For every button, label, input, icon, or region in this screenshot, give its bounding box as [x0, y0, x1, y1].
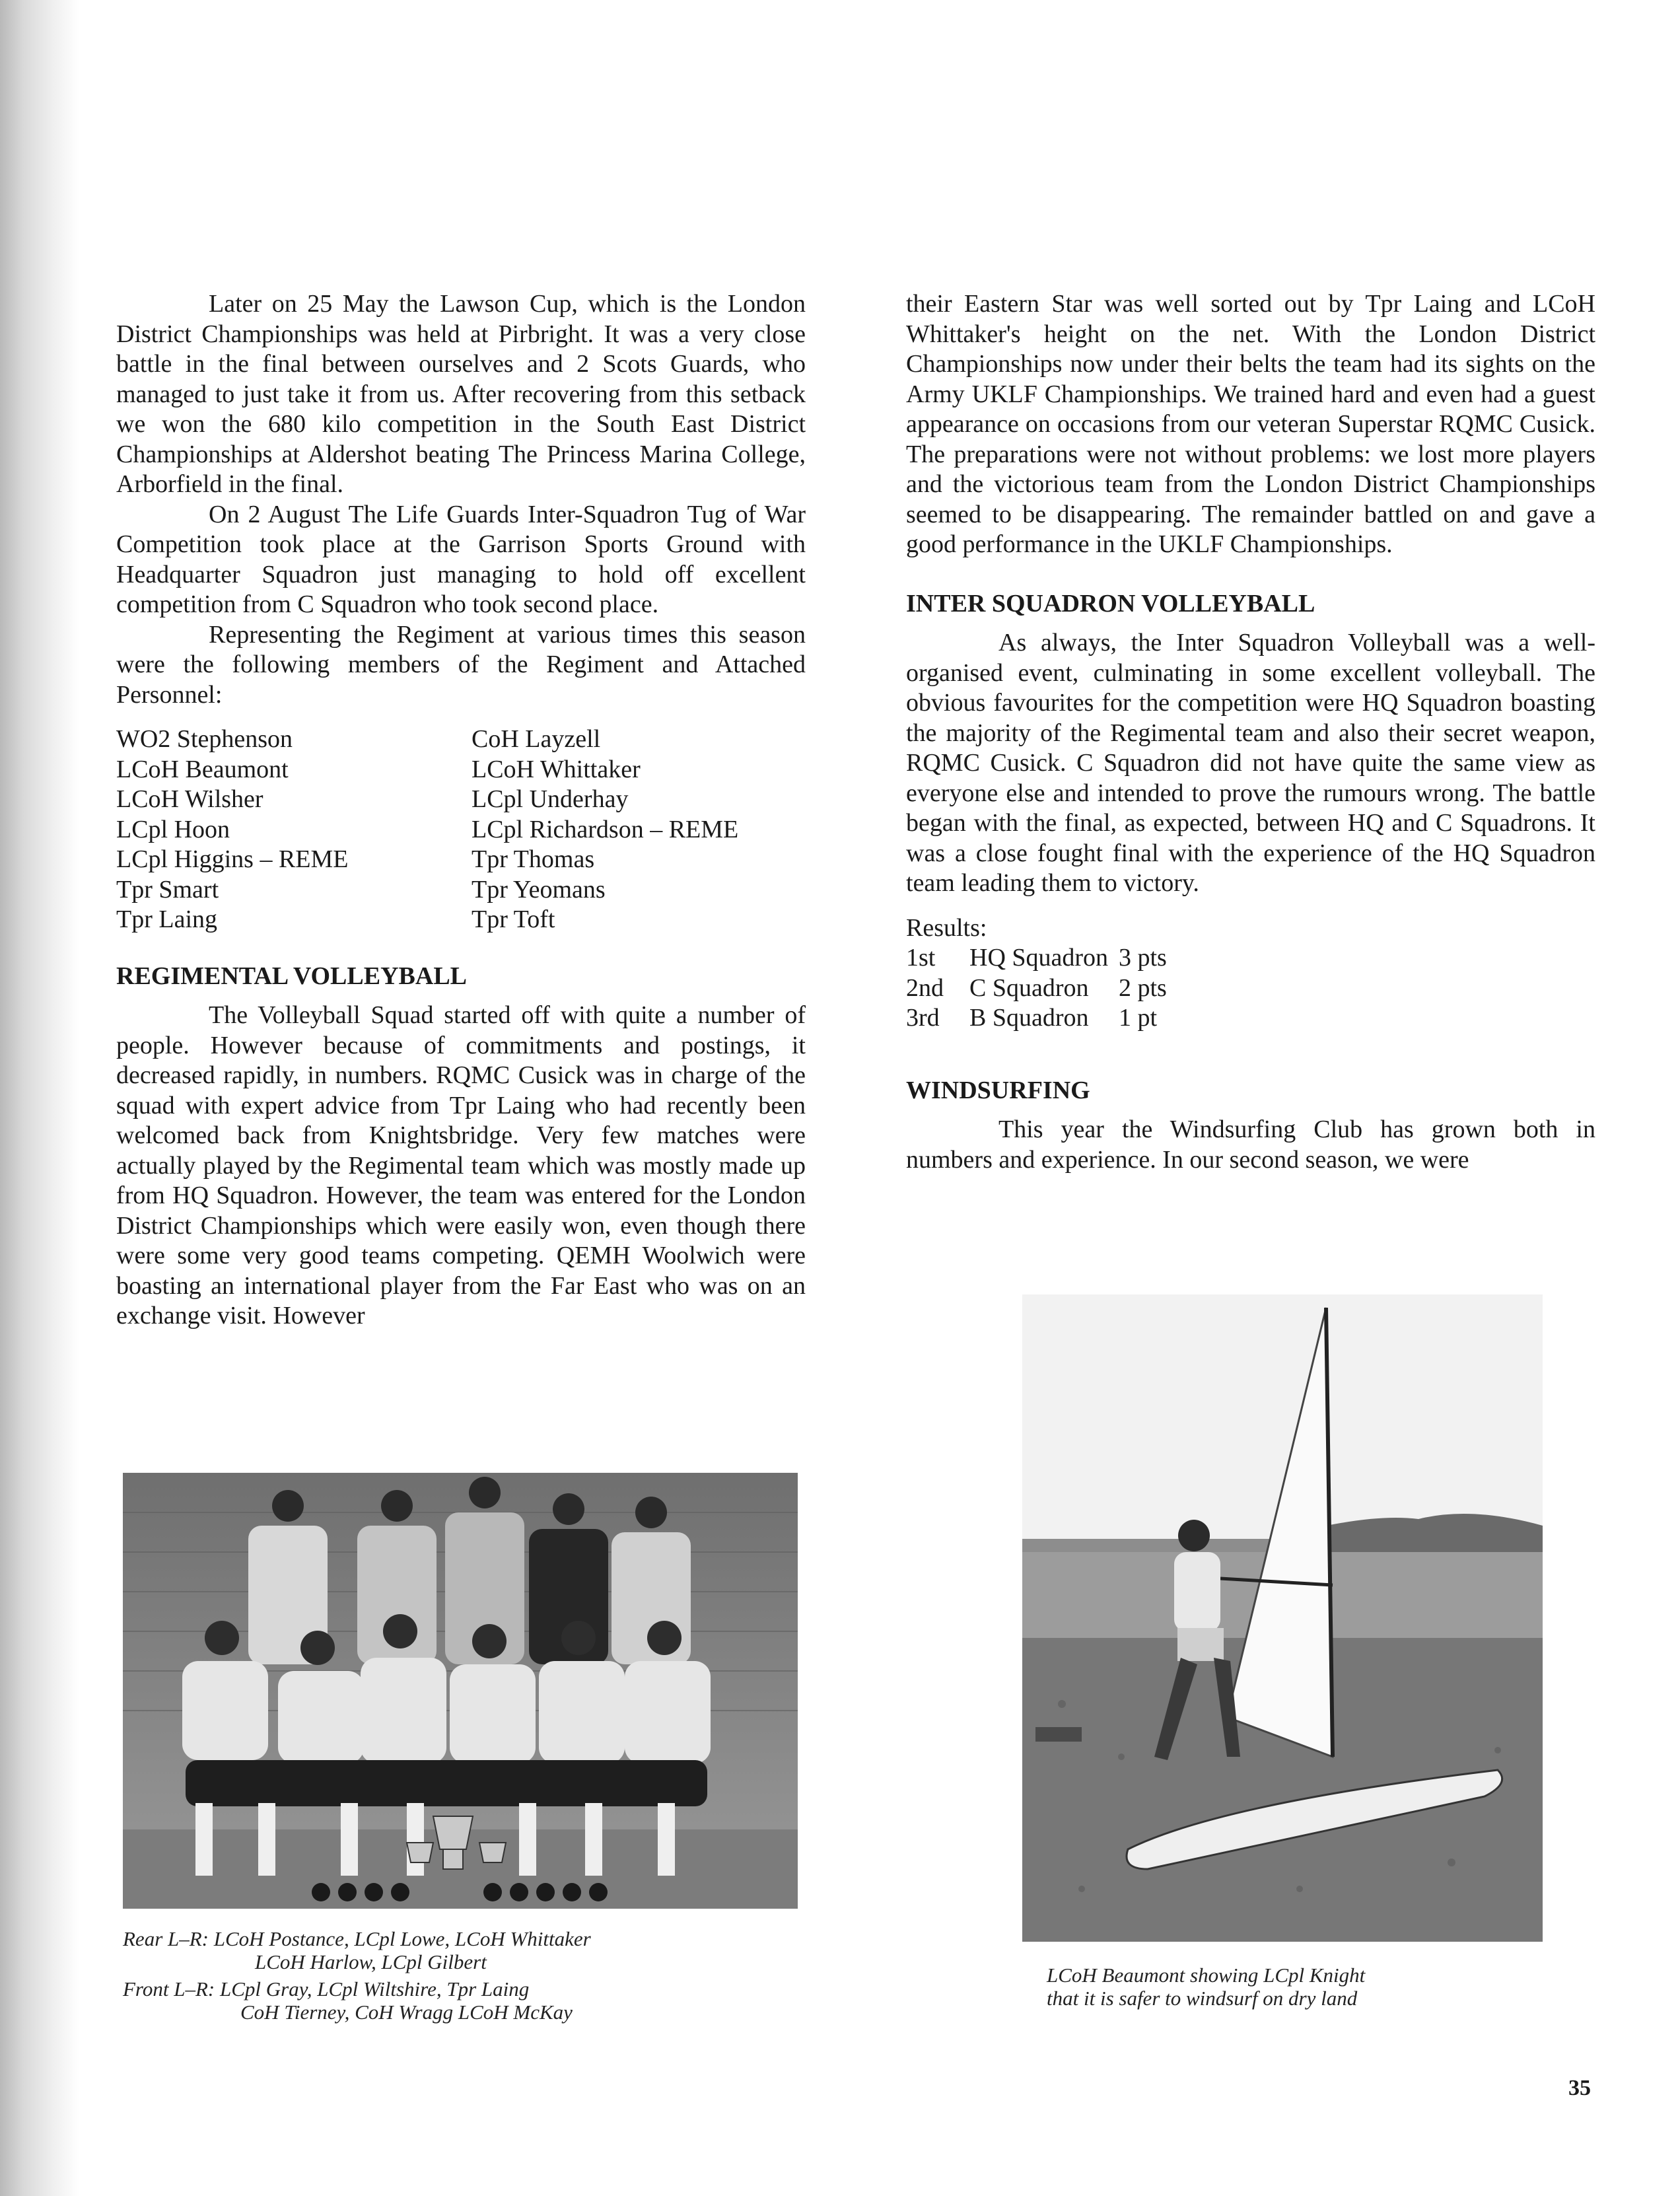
section-heading-windsurfing: WINDSURFING	[906, 1076, 1090, 1104]
result-place: 3rd	[906, 1004, 940, 1032]
caption-line: Front L–R: LCpl Gray, LCpl Wiltshire, Tpr Laing	[123, 1977, 530, 2001]
section-heading-inter-squadron-volleyball: INTER SQUADRON VOLLEYBALL	[906, 589, 1315, 618]
paragraph: On 2 August The Life Guards Inter-Squadron Tug of War Competition took place at the Garrison Sports Ground with Headquarter Squadron just managing to hold off excellent competition from C Squadron who took second place.	[116, 500, 806, 618]
team-photo-caption	[123, 1927, 810, 2024]
member-name: Tpr Toft	[472, 905, 555, 933]
result-team: B Squadron	[969, 1004, 1089, 1032]
paragraph: Representing the Regiment at various times this season were the following members of the Regiment and Attached Personnel:	[116, 620, 806, 709]
member-name: LCpl Underhay	[472, 785, 629, 813]
member-name: Tpr Thomas	[472, 845, 595, 873]
result-points: 2 pts	[1119, 974, 1167, 1002]
results-table	[906, 913, 1595, 1034]
result-place: 1st	[906, 944, 936, 972]
team-photo	[123, 1473, 798, 1909]
member-name: Tpr Laing	[116, 905, 218, 933]
result-points: 3 pts	[1119, 944, 1167, 972]
paragraph: The Volleyball Squad started off with quite a number of people. However because of commitments and postings, it decreased rapidly, in numbers. RQMC Cusick was in charge of the squad with expert advice from Tpr Laing who had recently been welcomed back from Knightsbridge. Very few matches were actually played by the Regimental team which was mostly made up from HQ Squadron. However, the team was entered for the London District Championships which were easily won, even though there were some very good teams competing. QEMH Woolwich were boasting an international player from the Far East who was on an exchange visit. However	[116, 1001, 806, 1329]
caption-line: that it is safer to windsurf on dry land	[1047, 1987, 1358, 2010]
team-photo-illustration	[123, 1473, 798, 1909]
member-name: WO2 Stephenson	[116, 725, 293, 753]
member-name: LCpl Hoon	[116, 815, 230, 843]
member-name: Tpr Yeomans	[472, 875, 606, 903]
member-name: LCoH Beaumont	[116, 755, 289, 783]
member-name: LCpl Richardson – REME	[472, 815, 739, 843]
paragraph: their Eastern Star was well sorted out by Tpr Laing and LCoH Whittaker's height on the net. With the London District Championships now under their belts the team had its sights on the Army UKLF Championships. We trained hard and even had a guest appearance on occasions from our veteran Superstar RQMC Cusick. The preparations were not without problems: we lost more players and the victorious team from the London District Championships seemed to be disappearing. The remainder battled on and gave a good performance in the UKLF Championships.	[906, 290, 1595, 558]
result-points: 1 pt	[1119, 1004, 1158, 1032]
page-number: 35	[1568, 2076, 1591, 2100]
member-name: LCoH Whittaker	[472, 755, 641, 783]
paragraph: Later on 25 May the Lawson Cup, which is the London District Championships was held at Pirbright. It was a very close battle in the final between ourselves and 2 Scots Guards, who managed to just take it from us. After recovering from this setback we won the 680 kilo competition in the South East District Championships at Aldershot beating The Princess Marina College, Arborfield in the final.	[116, 290, 806, 498]
section-heading-regimental-volleyball: REGIMENTAL VOLLEYBALL	[116, 962, 468, 990]
right-column	[906, 289, 1595, 1175]
result-place: 2nd	[906, 974, 944, 1002]
windsurf-photo-illustration	[1022, 1294, 1543, 1942]
paragraph: As always, the Inter Squadron Volleyball was a well-organised event, culminating in some excellent volleyball. The obvious favourites for the competition were HQ Squadron boasting the majority of the Regimental team and also their secret weapon, RQMC Cusick. C Squadron did not have quite the same view as everyone else and intended to prove the rumours wrong. The battle began with the final, as expected, between HQ and C Squadrons. It was a close fought final with the experience of the HQ Squadron team leading them to victory.	[906, 629, 1595, 897]
member-name: LCpl Higgins – REME	[116, 845, 349, 873]
results-row	[906, 943, 1595, 974]
left-column	[116, 289, 806, 1331]
members-list	[116, 725, 806, 935]
windsurf-photo	[1022, 1294, 1543, 1942]
caption-line: LCoH Harlow, LCpl Gilbert	[255, 1950, 487, 1973]
page-binding-shadow	[0, 0, 79, 2196]
caption-line: LCoH Beaumont showing LCpl Knight	[1047, 1964, 1366, 1987]
results-label: Results:	[906, 913, 987, 942]
results-row	[906, 974, 1595, 1004]
caption-line: CoH Tierney, CoH Wragg LCoH McKay	[240, 2001, 573, 2024]
member-name: Tpr Smart	[116, 875, 219, 903]
member-name: LCoH Wilsher	[116, 785, 263, 813]
member-name: CoH Layzell	[472, 725, 601, 753]
caption-line: Rear L–R: LCoH Postance, LCpl Lowe, LCoH Whittaker	[123, 1927, 591, 1950]
results-row	[906, 1003, 1595, 1034]
result-team: C Squadron	[969, 974, 1089, 1002]
paragraph: This year the Windsurfing Club has grown both in numbers and experience. In our second season, we were	[906, 1116, 1595, 1174]
result-team: HQ Squadron	[969, 944, 1109, 972]
windsurf-photo-caption	[1047, 1964, 1575, 2010]
